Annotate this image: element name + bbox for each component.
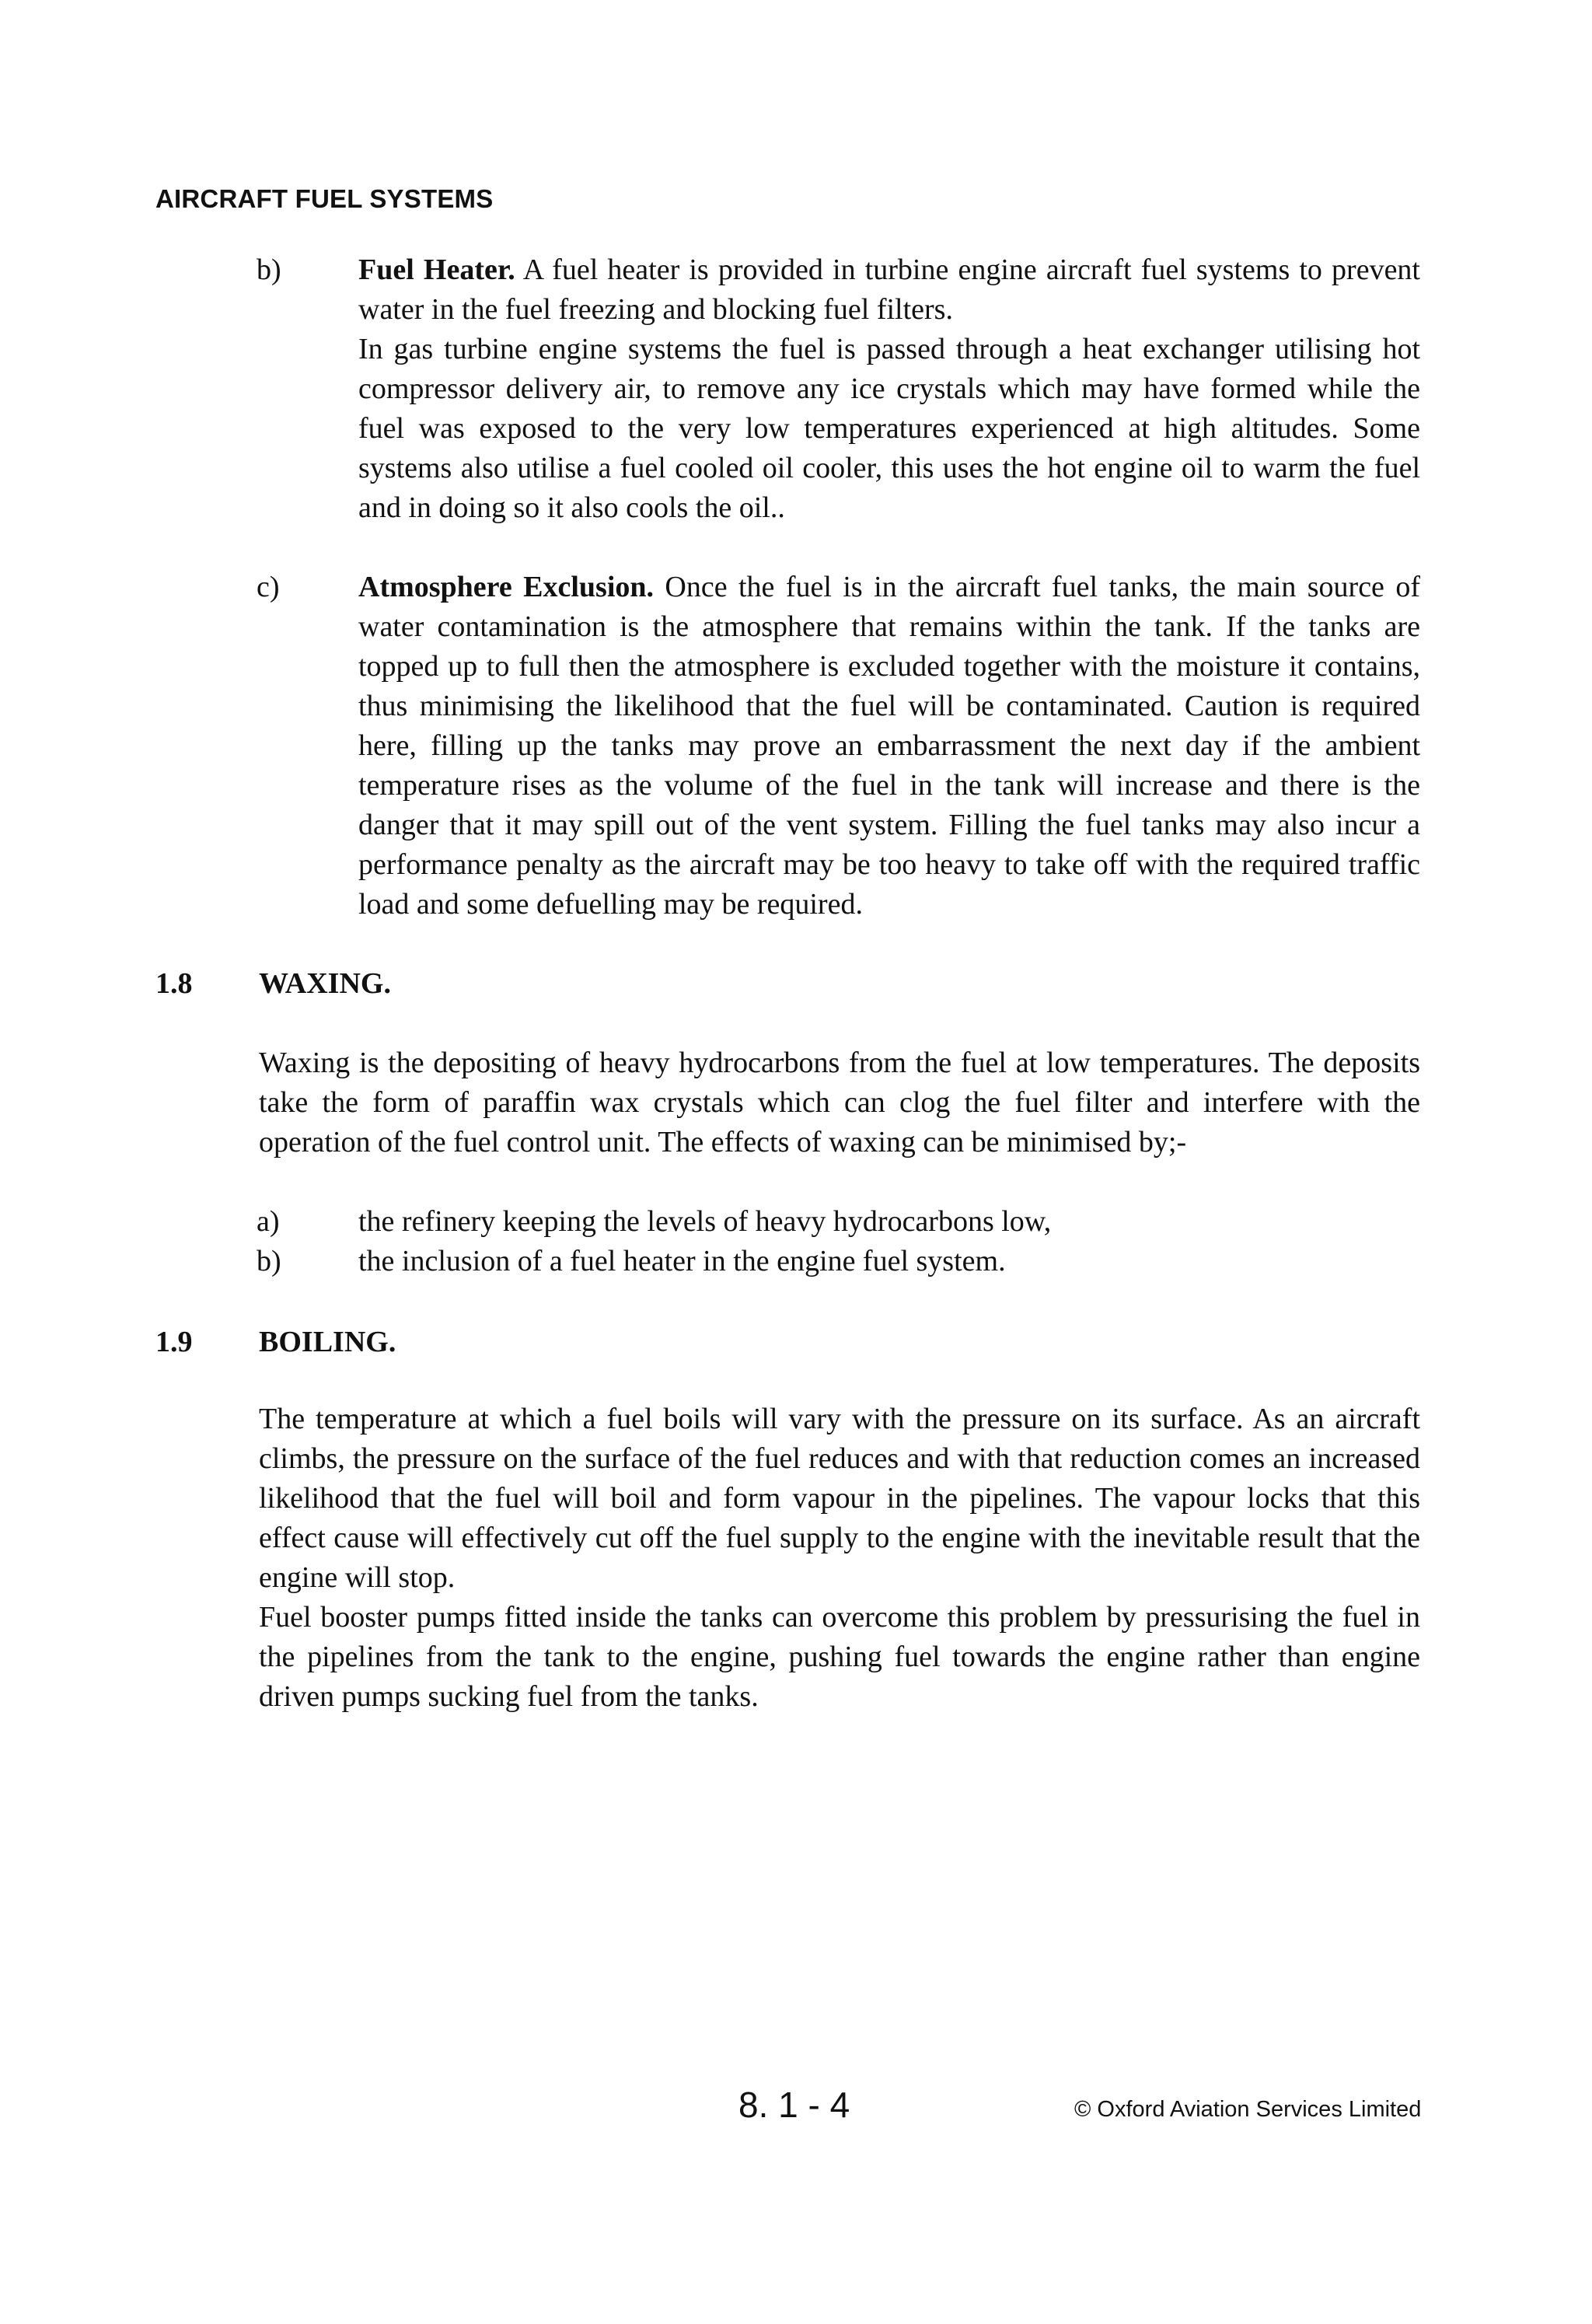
fuel-heater-text: A fuel heater is provided in turbine engine aircraft fuel systems to prevent water in the fuel freezing and blocking fuel filters. (358, 253, 1420, 326)
fuel-heater-paragraph (358, 250, 1420, 528)
waxing-list-a-label: a) (257, 1205, 280, 1238)
waxing-list-b-label: b) (257, 1245, 281, 1277)
copyright-notice: © Oxford Aviation Services Limited (1074, 2097, 1422, 2122)
fuel-heater-heading: Fuel Heater. (358, 253, 515, 286)
atmosphere-exclusion-paragraph (358, 568, 1420, 924)
item-b-label: b) (257, 253, 281, 286)
waxing-list-a-text: the refinery keeping the levels of heavy hydrocarbons low, (358, 1205, 1052, 1238)
section-number-waxing: 1.8 (155, 967, 193, 1000)
boiling-text-continued: Fuel booster pumps fitted inside the tanks can overcome this problem by pressurising the fuel in the pipelines from the tank to the engine, pushing fuel towards the engine rather than engine driven pumps sucking fuel from the tanks. (259, 1601, 1420, 1713)
section-title-waxing: WAXING. (259, 967, 391, 1000)
item-c-label: c) (257, 571, 280, 603)
section-number-boiling: 1.9 (155, 1326, 193, 1358)
atmosphere-exclusion-text: Once the fuel is in the aircraft fuel tanks, the main source of water contamination is the atmosphere that remains within the tank. If the tanks are topped up to full then the atmosphere is excluded together with the moisture it contains, thus minimising the likelihood that the fuel will be contaminated. Caution is required here, filling up the tanks may prove an embarrassment the next day if the ambient temperature rises as the volume of the fuel in the tank will increase and there is the danger that it may spill out of the vent system. Filling the fuel tanks may also incur a performance penalty as the aircraft may be too heavy to take off with the required traffic load and some defuelling may be required. (358, 571, 1420, 921)
fuel-heater-text-continued: In gas turbine engine systems the fuel is passed through a heat exchanger utilising hot compressor delivery air, to remove any ice crystals which may have formed while the fuel was exposed to the very low temperatures experienced at high altitudes. Some systems also utilise a fuel cooled oil cooler, this uses the hot engine oil to warm the fuel and in doing so it also cools the oil.. (358, 333, 1420, 524)
waxing-list-b-text: the inclusion of a fuel heater in the engine fuel system. (358, 1245, 1006, 1277)
atmosphere-exclusion-heading: Atmosphere Exclusion. (358, 571, 655, 603)
running-header: AIRCRAFT FUEL SYSTEMS (155, 184, 494, 213)
waxing-paragraph: Waxing is the depositing of heavy hydrocarbons from the fuel at low temperatures. The deposits take the form of paraffin wax crystals which can clog the fuel filter and interfere with the operation of the fuel control unit. The effects of waxing can be minimised by;- (259, 1047, 1420, 1159)
section-title-boiling: BOILING. (259, 1326, 396, 1358)
page-number: 8. 1 - 4 (738, 2085, 850, 2125)
boiling-paragraph (259, 1400, 1420, 1717)
boiling-text: The temperature at which a fuel boils will vary with the pressure on its surface. As an aircraft climbs, the pressure on the surface of the fuel reduces and with that reduction comes an increased likelihood that the fuel will boil and form vapour in the pipelines. The vapour locks that this effect cause will effectively cut off the fuel supply to the engine with the inevitable result that the engine will stop. (259, 1403, 1420, 1594)
